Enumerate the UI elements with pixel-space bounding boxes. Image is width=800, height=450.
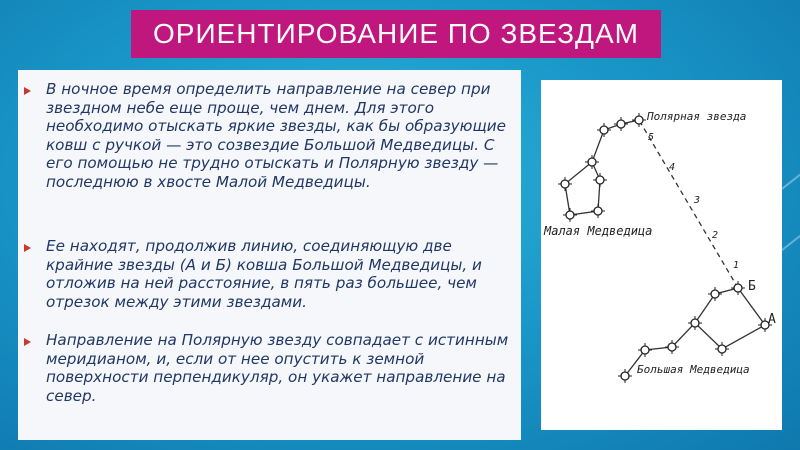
star-a-label: А	[768, 312, 776, 327]
ursa-minor-label: Малая Медведица	[544, 224, 653, 238]
star-b	[731, 281, 745, 295]
segment-number: 1	[733, 260, 740, 271]
star-b-label: Б	[748, 279, 756, 294]
ursa-major-label: Большая Медведица	[637, 363, 750, 376]
segment-number: 4	[669, 162, 676, 173]
star	[591, 204, 605, 218]
bullet-arrow-icon	[24, 87, 31, 95]
paragraph-3: Направление на Полярную звезду совпадает с истинным меридианом, и, если от нее опустить к земной поверхности перпендикуляр, он укажет направление на север.	[46, 331, 509, 405]
star	[593, 173, 607, 187]
star	[614, 117, 628, 131]
star	[638, 343, 652, 357]
text-panel	[18, 70, 521, 440]
pointer-line	[639, 120, 738, 288]
star	[563, 208, 577, 222]
polaris-star	[632, 113, 646, 127]
polaris-label: Полярная звезда	[647, 110, 747, 123]
ursa-minor-lines	[565, 120, 639, 215]
constellation-figure	[541, 80, 782, 430]
star	[618, 369, 632, 383]
bullet-arrow-icon	[24, 338, 31, 346]
constellation-diagram	[541, 80, 782, 430]
star	[558, 177, 572, 191]
segment-number: 3	[694, 195, 701, 206]
slide-title: ОРИЕНТИРОВАНИЕ ПО ЗВЕЗДАМ	[153, 18, 639, 49]
paragraph-2: Ее находят, продолжив линию, соединяющую две крайние звезды (А и Б) ковша Большой Медведицы, и отложив на ней расстояние, в пять раз большее, чем отрезок между этими звездами.	[46, 237, 482, 311]
segment-number: 2	[712, 230, 719, 241]
title-banner	[131, 10, 661, 58]
bullet-arrow-icon	[24, 244, 31, 252]
segment-number: 5	[648, 132, 655, 143]
paragraph-1: В ночное время определить направление на север при звездном небе еще проще, чем днем. Для этого необходимо отыскать яркие звезды, как бы образующие ковш с ручкой — это созвездие Большой Медведицы. С его помощью не трудно отыскать и Полярную звезду — последнюю в хвосте Малой Медведицы.	[46, 80, 506, 191]
star	[708, 287, 722, 301]
star	[585, 155, 599, 169]
star	[597, 123, 611, 137]
